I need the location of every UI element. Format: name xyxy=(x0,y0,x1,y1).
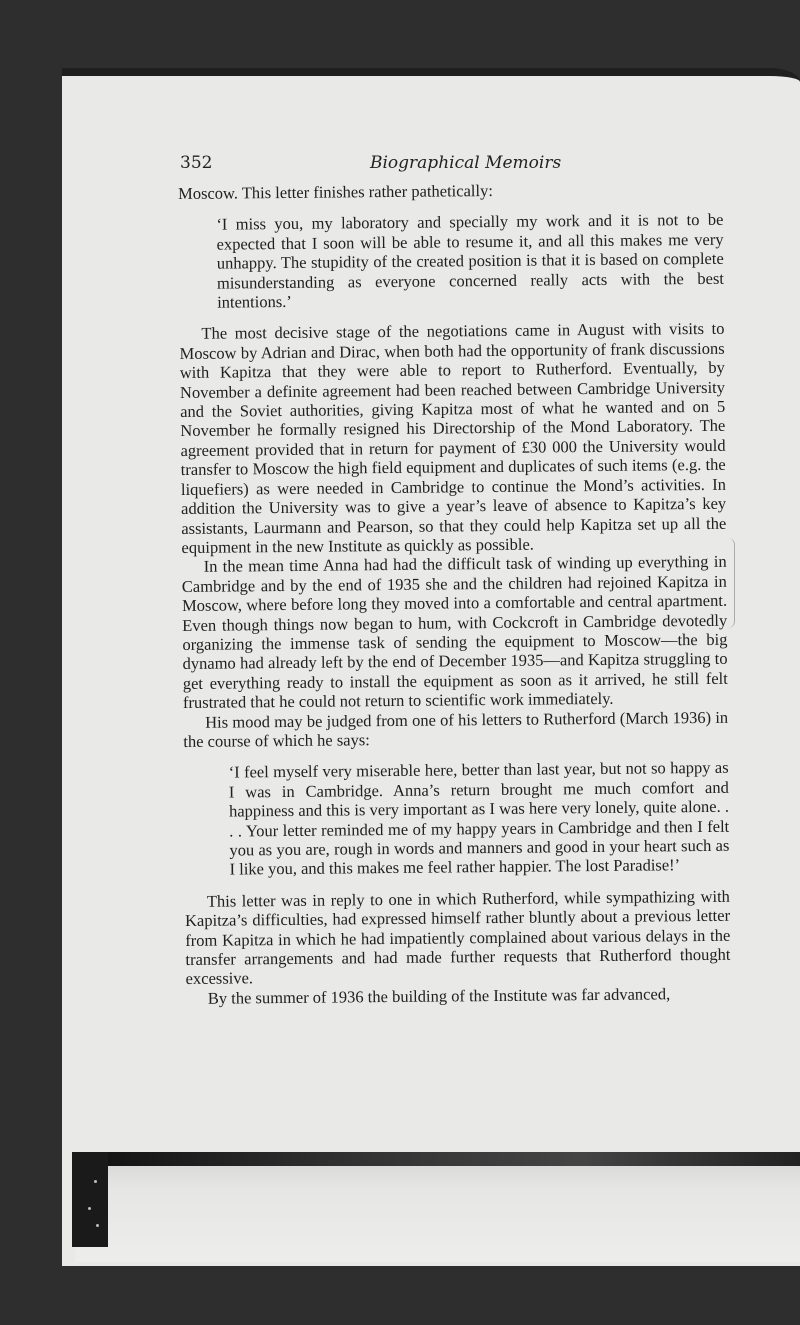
page-bottom-shadow xyxy=(75,1152,800,1262)
page-edge-mark xyxy=(728,538,735,628)
paragraph-reply: This letter was in reply to one in which Rutherford, while sympathizing with Kapitza’s difficulties, had expressed himself rather bluntly about a previous letter from Kapitza in which he had impatiently complained about various delays in the transfer arrangements and had made further requests that Rutherford thought excessive. xyxy=(184,886,731,989)
spine-speck xyxy=(94,1180,97,1183)
paragraph-mood: His mood may be judged from one of his letters to Rutherford (March 1936) in the course of which he says: xyxy=(183,707,729,751)
paragraph-anna: In the mean time Anna had had the difficult task of winding up everything in Cambridge and by the end of 1935 she and the children had rejoined Kapitza in Moscow, where before long they moved into a comfortable and central apartment. Even though things now began to hum, with Cockcroft in Cambridge devotedly organizing the immense task of sending the equipment to Moscow—the big dynamo had already left by the end of December 1935—and Kapitza struggling to get everything ready to install the equipment as soon as it arrived, he still felt frustrated that he could not return to scientific work immediately. xyxy=(181,552,728,713)
page-number: 352 xyxy=(180,153,213,173)
body-text xyxy=(178,179,731,1008)
paragraph-negotiations: The most decisive stage of the negotiations came in August with visits to Moscow by Adrian and Dirac, when both had the opportunity of frank discussions with Kapitza that they were able to report to Rutherford. Eventually, by November a definite agreement had been reached between Cambridge University and the Soviet authorities, giving Kapitza most of what he wanted and on 5 November he formally resigned his Directorship of the Mond Laboratory. The agreement provided that in return for payment of £30 000 the University would transfer to Moscow the high field equipment and duplicates of such items (e.g. the liquefiers) as were needed in Cambridge to continue the Mond’s activities. In addition the University was to give a year’s leave of absence to Kapitza’s key assistants, Laurmann and Pearson, so that they could help Kapitza set up all the equipment in the new Institute as quickly as possible. xyxy=(179,319,727,557)
block-quote-1: ‘I miss you, my laboratory and specially my work and it is not to be expected that I soon will be able to resume it, and all this makes me very unhappy. The stupidity of the created position is that it is based on complete misunderstanding as everyone concerned really acts with the best intentions.’ xyxy=(216,210,725,312)
running-title: Biographical Memoirs xyxy=(370,153,562,173)
spine-speck xyxy=(88,1207,91,1210)
page-fold-edge xyxy=(75,1152,800,1166)
book-spine xyxy=(72,1152,108,1247)
paragraph-intro: Moscow. This letter finishes rather pathetically: xyxy=(178,180,493,203)
spine-speck xyxy=(96,1224,99,1227)
paragraph-summer: By the summer of 1936 the building of the Institute was far advanced, xyxy=(207,984,671,1008)
block-quote-2: ‘I feel myself very miserable here, better than last year, but not so happy as I was in Cambridge. Anna’s return brought me much comfort and happiness and this is very important as I was here very lonely, quite alone. . . . Your letter reminded me of my happy years in Cambridge and then I felt you as you are, rough in words and manners and good in your heart such as I like you, and this makes me feel rather happier. The lost Paradise!’ xyxy=(228,758,730,879)
